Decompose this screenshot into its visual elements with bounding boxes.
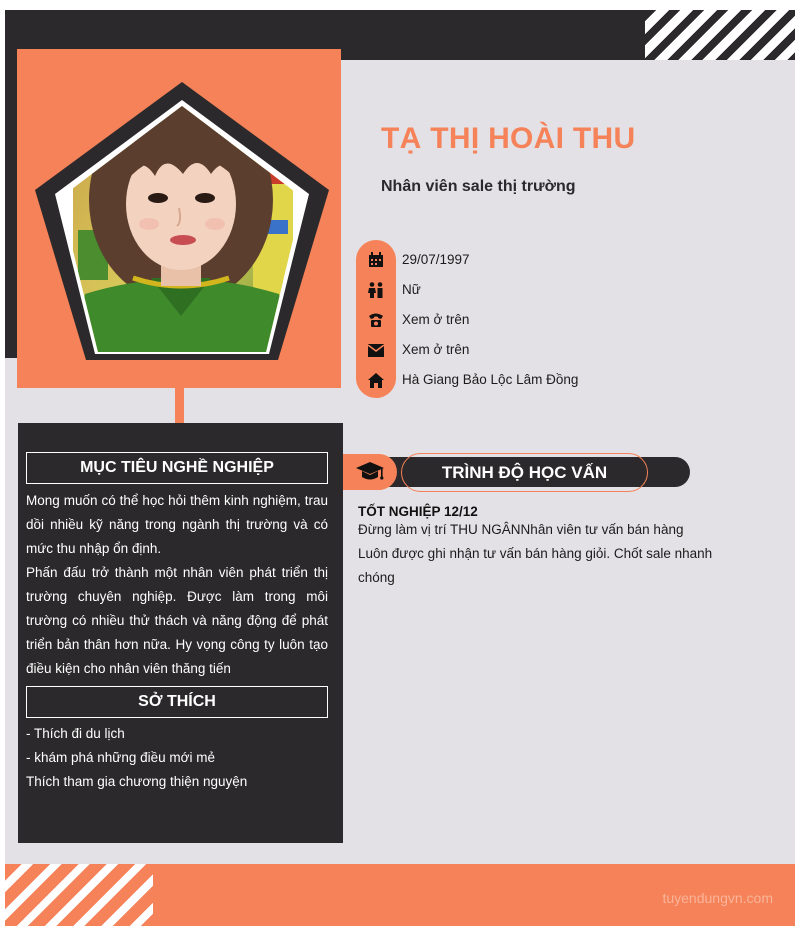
contact-phone-value: Xem ở trên: [402, 312, 470, 327]
cv-page: [5, 10, 795, 926]
contact-email: [356, 335, 776, 365]
top-right-stripes: [645, 10, 795, 60]
left-panel: [18, 423, 343, 843]
education-details: [358, 518, 730, 590]
hobby-item: - khám phá những điều mới mẻ: [26, 750, 215, 765]
footer-band: [153, 864, 795, 926]
candidate-position: Nhân viên sale thị trường: [381, 178, 576, 195]
contact-address: [356, 365, 776, 395]
career-objective-paragraph: Phấn đấu trở thành một nhân viên phát triển thị trường chuyên nghiệp. Được làm trong môi trường có nhiều thử thách và năng động để phát triển bản thân hơn nữa. Hy vọng công ty luôn tạo điều kiện cho nhân viên thăng tiến: [26, 565, 328, 676]
career-objective-title: MỤC TIÊU NGHỀ NGHIỆP: [26, 452, 328, 484]
hobby-item: Thích tham gia chương thiện nguyện: [26, 774, 248, 789]
contact-birthdate-value: 29/07/1997: [402, 252, 470, 267]
contact-birthdate: [356, 245, 776, 275]
hobbies-title: SỞ THÍCH: [26, 686, 328, 718]
career-objective-paragraph: Mong muốn có thể học hỏi thêm kinh nghiệm, trau dồi nhiều kỹ năng trong ngành thị trường và có mức thu nhập ổn định.: [26, 493, 328, 556]
contact-email-value: Xem ở trên: [402, 342, 470, 357]
connector-line: [175, 388, 184, 424]
gender-icon: [366, 280, 386, 300]
education-title: TRÌNH ĐỘ HỌC VẤN: [401, 453, 648, 492]
education-heading: TỐT NGHIỆP 12/12: [358, 504, 478, 519]
contact-gender-value: Nữ: [402, 282, 421, 297]
phone-icon: [366, 310, 386, 330]
hobbies-list: [26, 722, 328, 794]
home-icon: [366, 370, 386, 390]
education-line: Đừng làm vị trí THU NGÂNNhân viên tư vấn bán hàng: [358, 522, 684, 537]
hobby-item: - Thích đi du lịch: [26, 726, 125, 741]
bottom-left-stripes: [5, 864, 153, 926]
candidate-name: TẠ THỊ HOÀI THU: [381, 122, 636, 155]
career-objective-text: [26, 489, 328, 681]
contact-phone: [356, 305, 776, 335]
avatar: [33, 80, 331, 360]
watermark: tuyendungvn.com: [662, 890, 773, 906]
contact-address-value: Hà Giang Bảo Lộc Lâm Đồng: [402, 372, 579, 387]
left-accent-band: [5, 10, 17, 358]
education-line: Luôn được ghi nhận tư vấn bán hàng giỏi. Chốt sale nhanh chóng: [358, 546, 713, 585]
email-icon: [366, 340, 386, 360]
graduation-cap-icon: [343, 454, 397, 490]
calendar-icon: [366, 250, 386, 270]
contact-gender: [356, 275, 776, 305]
